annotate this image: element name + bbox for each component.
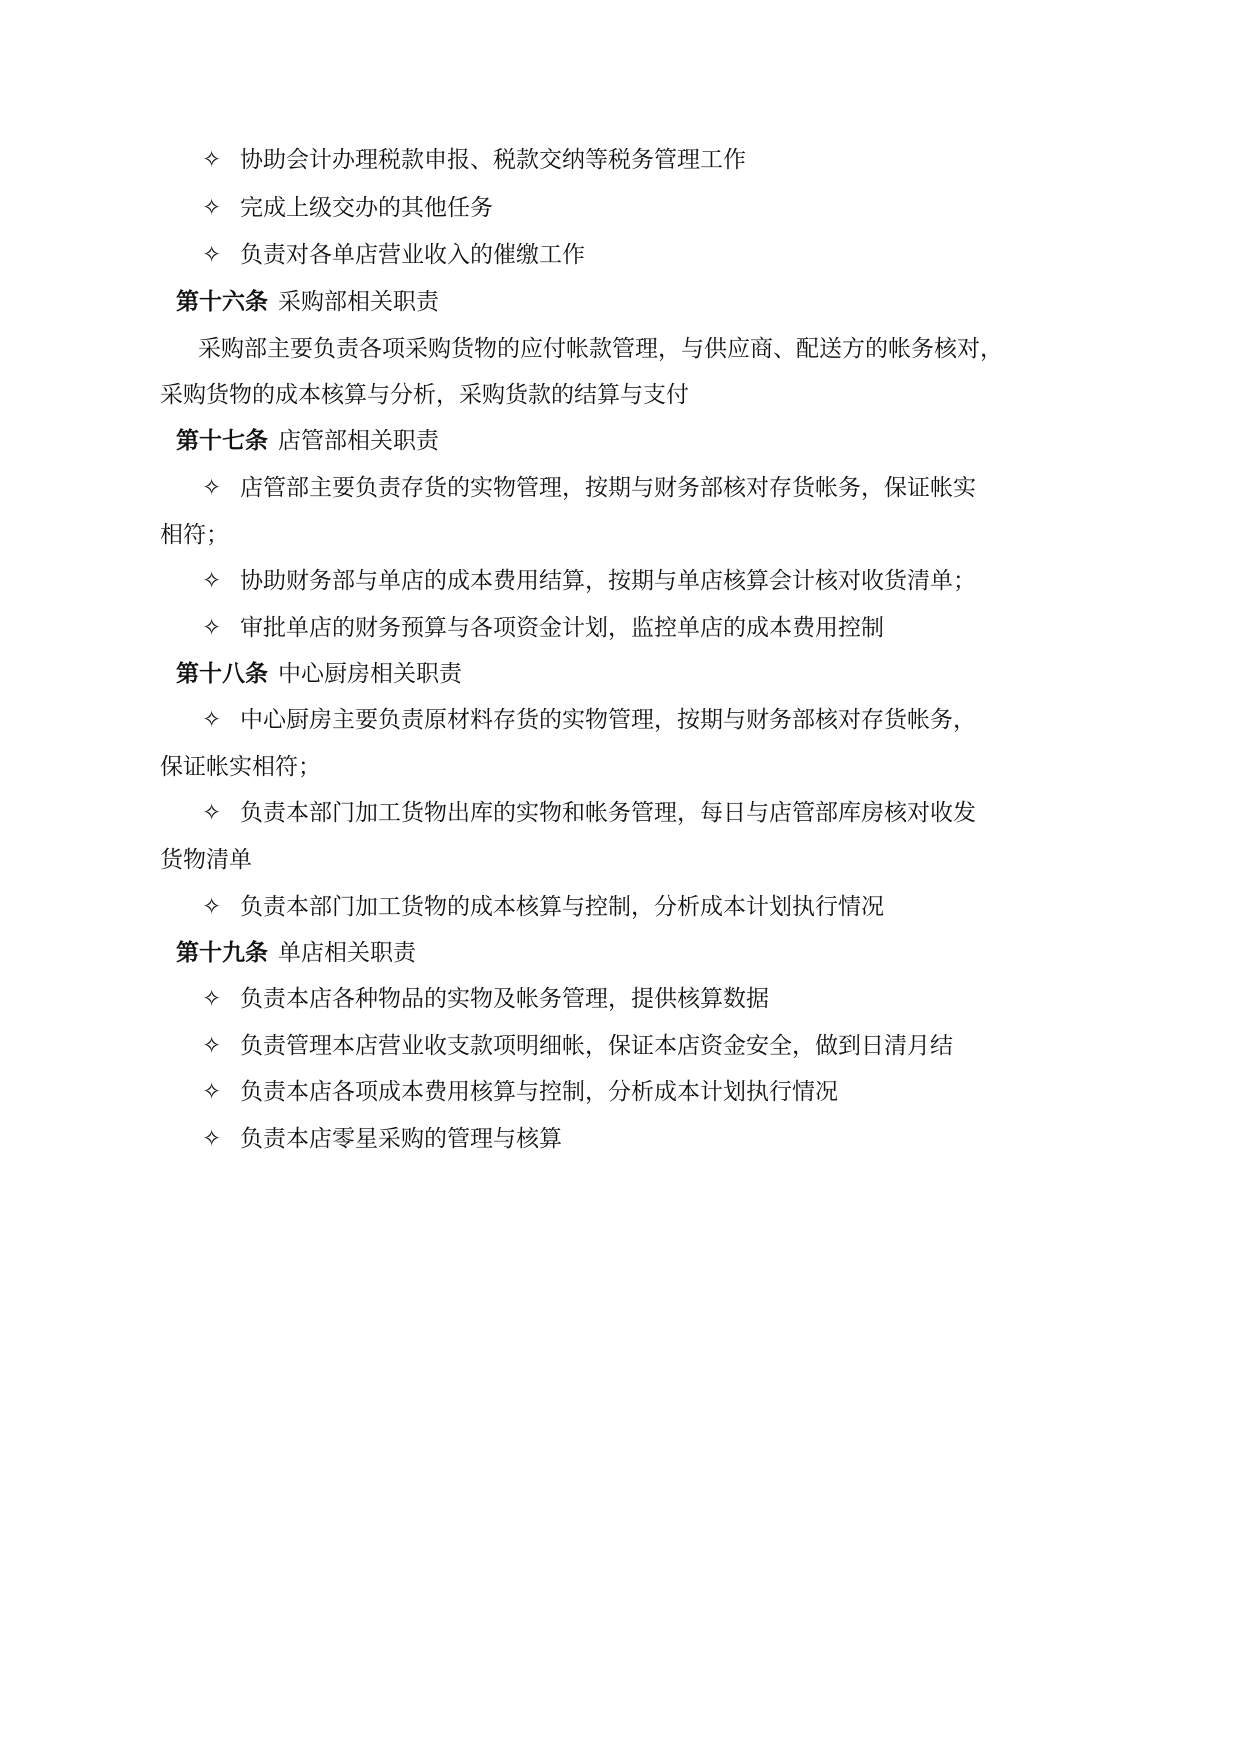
bullet-icon: ✧ — [202, 986, 222, 1012]
bullet-icon: ✧ — [202, 568, 222, 594]
bullet-icon: ✧ — [202, 800, 222, 826]
continuation-line: 采购货物的成本核算与分析，采购货款的结算与支付 — [160, 382, 689, 408]
bullet-item — [202, 193, 493, 223]
bullet-text: 负责对各单店营业收入的催缴工作 — [240, 242, 585, 268]
bullet-text: 中心厨房主要负责原材料存货的实物管理，按期与财务部核对存货帐务， — [240, 707, 976, 733]
bullet-icon: ✧ — [202, 894, 222, 920]
bullet-text: 协助财务部与单店的成本费用结算，按期与单店核算会计核对收货清单； — [240, 568, 976, 594]
bullet-item — [202, 473, 976, 503]
bullet-item — [202, 984, 769, 1014]
bullet-item — [202, 240, 585, 270]
article-number: 第十六条 — [176, 288, 268, 315]
bullet-text: 店管部主要负责存货的实物管理，按期与财务部核对存货帐务，保证帐实 — [240, 475, 976, 501]
bullet-icon: ✧ — [202, 1079, 222, 1105]
bullet-item — [202, 145, 746, 175]
bullet-text: 协助会计办理税款申报、税款交纳等税务管理工作 — [240, 147, 746, 173]
article-title: 中心厨房相关职责 — [278, 661, 462, 687]
bullet-text: 负责本部门加工货物的成本核算与控制，分析成本计划执行情况 — [240, 894, 884, 920]
bullet-text: 审批单店的财务预算与各项资金计划，监控单店的成本费用控制 — [240, 615, 884, 641]
bullet-item — [202, 1031, 953, 1061]
article-number: 第十八条 — [176, 660, 268, 687]
bullet-icon: ✧ — [202, 242, 222, 268]
article-heading — [176, 659, 462, 689]
continuation-line: 保证帐实相符； — [160, 754, 321, 780]
bullet-item — [202, 613, 884, 643]
bullet-icon: ✧ — [202, 1126, 222, 1152]
bullet-icon: ✧ — [202, 615, 222, 641]
paragraph-line: 采购部主要负责各项采购货物的应付帐款管理，与供应商、配送方的帐务核对， — [198, 336, 1003, 362]
bullet-icon: ✧ — [202, 195, 222, 221]
bullet-text: 负责本店零星采购的管理与核算 — [240, 1126, 562, 1152]
bullet-text: 负责本店各种物品的实物及帐务管理，提供核算数据 — [240, 986, 769, 1012]
article-number: 第十九条 — [176, 939, 268, 966]
bullet-text: 完成上级交办的其他任务 — [240, 195, 493, 221]
article-heading — [176, 426, 439, 456]
bullet-icon: ✧ — [202, 1033, 222, 1059]
bullet-icon: ✧ — [202, 707, 222, 733]
bullet-item — [202, 798, 976, 828]
bullet-text: 负责本店各项成本费用核算与控制，分析成本计划执行情况 — [240, 1079, 838, 1105]
bullet-icon: ✧ — [202, 147, 222, 173]
continuation-line: 相符； — [160, 522, 229, 548]
article-number: 第十七条 — [176, 427, 268, 454]
article-title: 店管部相关职责 — [278, 428, 439, 454]
article-heading — [176, 287, 439, 317]
bullet-text: 负责管理本店营业收支款项明细帐，保证本店资金安全，做到日清月结 — [240, 1033, 953, 1059]
bullet-item — [202, 1124, 562, 1154]
bullet-item — [202, 1077, 838, 1107]
article-heading — [176, 938, 416, 968]
continuation-line: 货物清单 — [160, 847, 252, 873]
bullet-text: 负责本部门加工货物出库的实物和帐务管理，每日与店管部库房核对收发 — [240, 800, 976, 826]
article-title: 单店相关职责 — [278, 940, 416, 966]
bullet-icon: ✧ — [202, 475, 222, 501]
article-title: 采购部相关职责 — [278, 289, 439, 315]
bullet-item — [202, 566, 976, 596]
bullet-item — [202, 705, 976, 735]
bullet-item — [202, 892, 884, 922]
